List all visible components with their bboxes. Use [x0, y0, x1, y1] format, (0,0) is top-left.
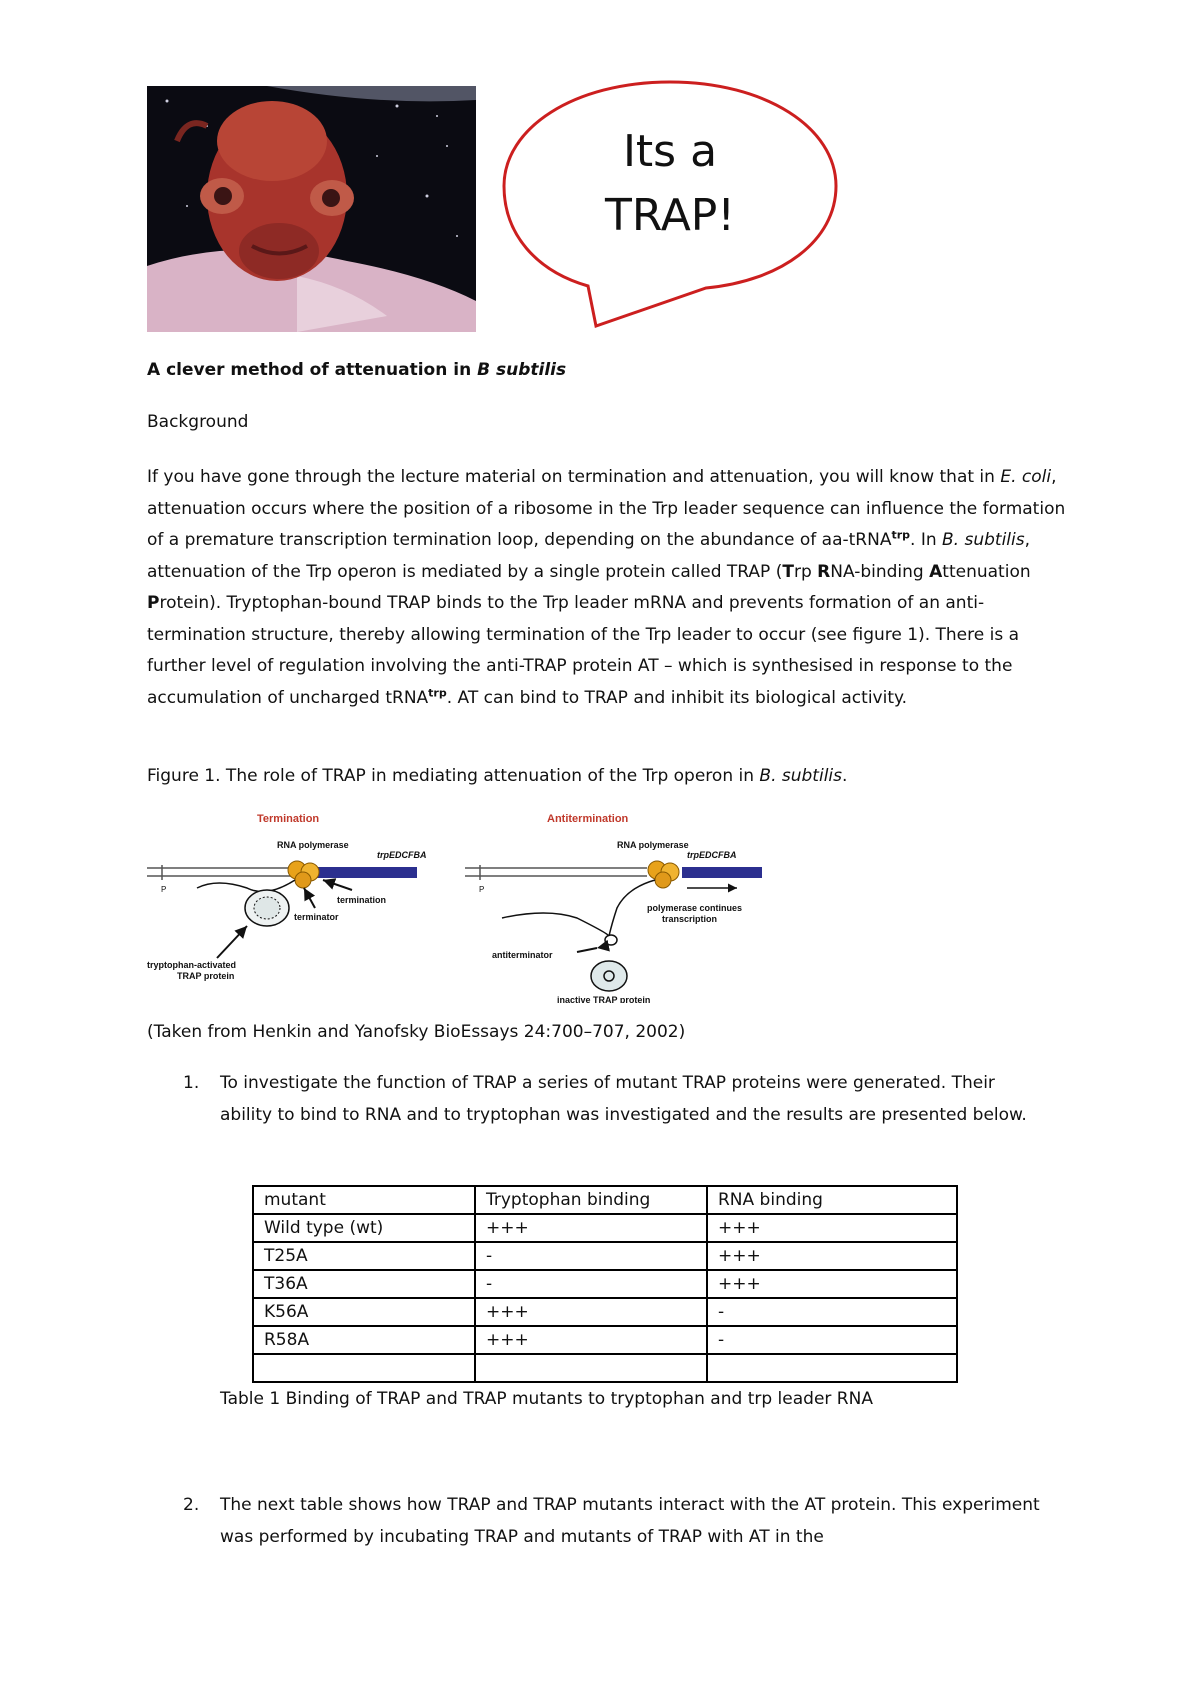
table-row: K56A +++ -	[253, 1298, 957, 1326]
left-title: Termination	[257, 813, 320, 825]
svg-text:inactive TRAP protein: inactive TRAP protein	[557, 995, 651, 1003]
figure-caption: Figure 1. The role of TRAP in mediating attenuation of the Trp operon in B. subtilis.	[147, 766, 848, 786]
character-photo	[147, 86, 476, 332]
gene-left: trpEDCFBA	[377, 850, 427, 860]
svg-text:tryptophan-activated: tryptophan-activated	[147, 960, 237, 970]
bubble-line-1: Its a	[622, 126, 718, 177]
header-mutant: mutant	[253, 1186, 475, 1214]
rnap-left: RNA polymerase	[277, 840, 349, 850]
item-1-number: 1.	[183, 1073, 200, 1093]
background-heading: Background	[147, 412, 249, 432]
attenuation-figure	[147, 808, 762, 1003]
table-row	[253, 1354, 957, 1382]
svg-text:polymerase continues: polymerase continues	[647, 903, 743, 913]
gene-right: trpEDCFBA	[687, 850, 737, 860]
table-row: T25A - +++	[253, 1242, 957, 1270]
svg-text:P: P	[479, 885, 485, 894]
mutant-table	[252, 1185, 958, 1383]
table-row: T36A - +++	[253, 1270, 957, 1298]
svg-text:TRAP protein: TRAP protein	[177, 971, 235, 981]
rnap-right: RNA polymerase	[617, 840, 689, 850]
table-row: R58A +++ -	[253, 1326, 957, 1354]
figure-source: (Taken from Henkin and Yanofsky BioEssays 24:700–707, 2002)	[147, 1022, 686, 1042]
item-1-text: To investigate the function of TRAP a series of mutant TRAP proteins were generated. Their ability to bind to RNA and to tryptophan was investigated and the results are presented below.	[220, 1073, 1027, 1125]
svg-text:antiterminator: antiterminator	[492, 950, 553, 960]
table-caption: Table 1 Binding of TRAP and TRAP mutants to tryptophan and trp leader RNA	[220, 1389, 873, 1409]
item-2-number: 2.	[183, 1495, 200, 1515]
document-title: A clever method of attenuation in B subtilis	[147, 360, 567, 380]
background-paragraph: If you have gone through the lecture material on termination and attenuation, you will know that in E. coli, attenuation occurs where the position of a ribosome in the Trp leader sequence can influence the formation of a premature transcription termination loop, depending on the abundance of aa-tRNA$^{trp}$. In B. subtilis, attenuation of the Trp operon is mediated by a single protein called TRAP (Trp RNA-binding Attenuation Protein). Tryptophan-bound TRAP binds to the Trp leader mRNA and prevents formation of an anti-termination structure, thereby allowing termination of the Trp leader to occur (see figure 1). There is a further level of regulation involving the anti-TRAP protein AT – which is synthesised in response to the accumulation of uncharged tRNA$^{trp}$. AT can bind to TRAP and inhibit its biological activity.	[147, 467, 1066, 708]
bubble-line-2: TRAP!	[605, 190, 735, 241]
table-header-row	[253, 1186, 957, 1214]
svg-text:termination: termination	[337, 895, 387, 905]
svg-text:transcription: transcription	[662, 914, 718, 924]
bubble-text	[560, 120, 780, 248]
item-2-text: The next table shows how TRAP and TRAP mutants interact with the AT protein. This experiment was performed by incubating TRAP and mutants of TRAP with AT in the	[220, 1495, 1040, 1547]
right-title: Antitermination	[547, 813, 629, 825]
header-tryptophan: Tryptophan binding	[475, 1186, 707, 1214]
table-row: Wild type (wt) +++ +++	[253, 1214, 957, 1242]
header-rna: RNA binding	[707, 1186, 957, 1214]
svg-text:P: P	[161, 885, 167, 894]
svg-text:terminator: terminator	[294, 912, 339, 922]
